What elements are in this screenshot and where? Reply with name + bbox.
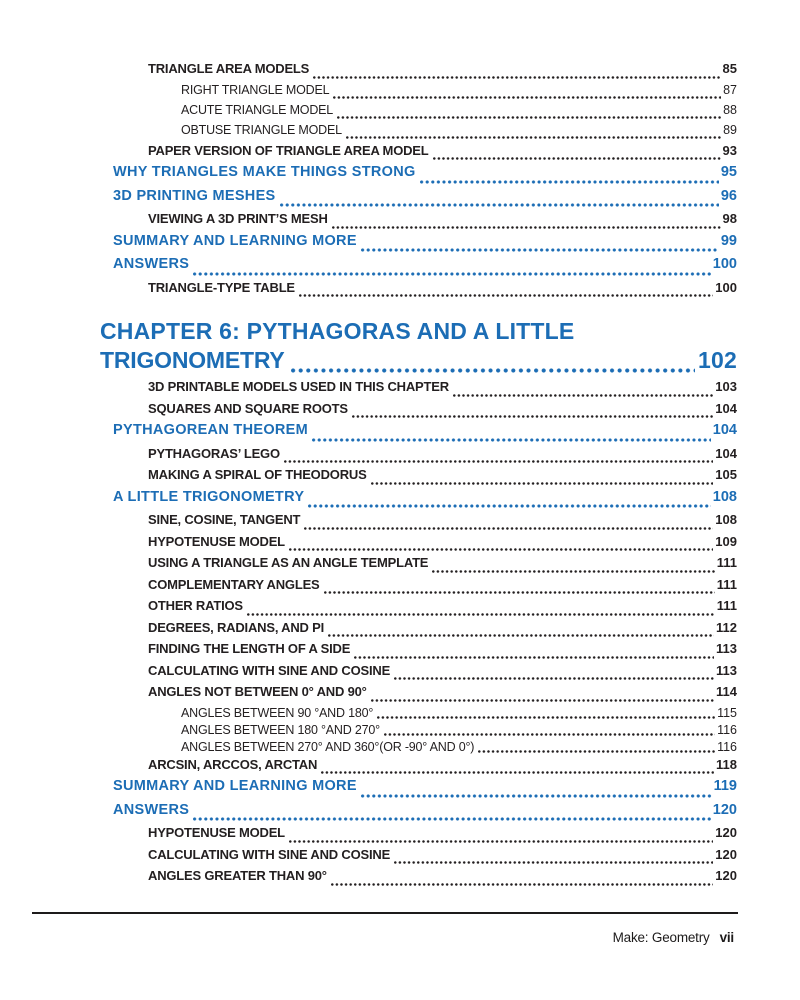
- toc-entry-label: PAPER VERSION OF TRIANGLE AREA MODEL: [148, 142, 429, 158]
- toc-page-number: 104: [712, 422, 737, 438]
- toc-page-number: 120: [712, 801, 737, 818]
- toc-page-number: 111: [716, 598, 737, 613]
- toc-page-number: 111: [716, 576, 737, 592]
- toc-page-number: 113: [716, 662, 737, 678]
- toc-page-number: 103: [715, 379, 737, 394]
- toc-entry: [100, 825, 737, 847]
- dot-leader: [308, 504, 711, 508]
- toc-entry: [100, 188, 737, 212]
- toc-entry: [100, 723, 737, 740]
- toc-page-number: 108: [712, 488, 737, 505]
- toc-page-number: 111: [716, 555, 737, 570]
- toc-entry-label: OTHER RATIOS: [148, 598, 243, 613]
- toc-entry: [100, 663, 737, 685]
- dot-leader: [433, 157, 721, 160]
- dot-leader: [332, 226, 721, 229]
- toc-entry: [100, 847, 737, 869]
- book-title: Make: Geometry: [612, 930, 710, 945]
- toc-entry-label: 3D PRINTABLE MODELS USED IN THIS CHAPTER: [148, 379, 449, 394]
- toc-entry-label: 3D PRINTING MESHES: [113, 187, 276, 204]
- toc-page-number: 119: [713, 778, 737, 794]
- toc-entry-label: OBTUSE TRIANGLE MODEL: [181, 122, 342, 137]
- toc-entry: [100, 401, 737, 423]
- toc-page-number: 88: [723, 102, 737, 117]
- toc-entry-label: ACUTE TRIANGLE MODEL: [181, 102, 334, 117]
- toc-entry-label: PYTHAGOREAN THEOREM: [113, 422, 309, 438]
- dot-leader: [247, 613, 715, 616]
- toc-page-number: 120: [715, 868, 737, 883]
- toc-entry-label: ANGLES BETWEEN 180 °AND 270°: [181, 722, 380, 737]
- dot-leader: [289, 840, 713, 843]
- toc-entry: [100, 379, 737, 401]
- toc-entry-label: ANGLES GREATER THAN 90°: [148, 868, 327, 883]
- table-of-contents: [100, 61, 737, 890]
- dot-leader: [299, 294, 713, 297]
- toc-entry: [100, 143, 737, 165]
- page-footer: [613, 930, 734, 945]
- toc-entry-label: USING A TRIANGLE AS AN ANGLE TEMPLATE: [148, 555, 429, 570]
- dot-leader: [352, 415, 713, 418]
- dot-leader: [284, 460, 713, 463]
- dot-leader: [371, 699, 714, 702]
- toc-page-number: 113: [716, 641, 737, 656]
- toc-page-number: 100: [715, 279, 737, 295]
- toc-page-number: 93: [722, 142, 737, 158]
- toc-page-number: 104: [715, 400, 737, 416]
- chapter-heading: [100, 315, 737, 379]
- dot-leader: [280, 203, 719, 207]
- toc-entry-label: ARCSIN, ARCCOS, ARCTAN: [148, 756, 318, 772]
- toc-entry-label: ANGLES BETWEEN 90 °AND 180°: [181, 705, 374, 720]
- toc-page-number: 95: [720, 164, 737, 180]
- toc-entry: [100, 684, 737, 706]
- toc-page-number: 116: [717, 739, 737, 754]
- toc-entry: [100, 280, 737, 302]
- toc-entry-label: DEGREES, RADIANS, AND PI: [148, 619, 325, 635]
- dot-leader: [328, 634, 714, 637]
- toc-entry: [100, 211, 737, 233]
- toc-entry-label: RIGHT TRIANGLE MODEL: [181, 82, 330, 97]
- dot-leader: [289, 548, 713, 551]
- toc-page-number: 104: [715, 445, 737, 461]
- toc-entry: [100, 103, 737, 123]
- toc-entry-label: ANSWERS: [113, 256, 190, 272]
- toc-page-number: 85: [722, 61, 737, 76]
- toc-entry-label: HYPOTENUSE MODEL: [148, 533, 285, 549]
- dot-leader: [377, 716, 715, 719]
- toc-entry: [100, 740, 737, 757]
- toc-block-chapter6: [100, 379, 737, 890]
- toc-entry: [100, 164, 737, 188]
- dot-leader: [354, 656, 714, 659]
- toc-page-number: 116: [717, 722, 737, 737]
- toc-page-number: 99: [720, 232, 737, 249]
- dot-leader: [453, 394, 713, 397]
- toc-entry: [100, 555, 737, 577]
- toc-entry: [100, 512, 737, 534]
- toc-page-number: 112: [716, 619, 737, 635]
- toc-page-number: 108: [715, 512, 737, 527]
- dot-leader: [333, 96, 721, 99]
- dot-leader: [371, 482, 714, 485]
- toc-entry: [100, 446, 737, 468]
- dot-leader: [291, 368, 695, 373]
- dot-leader: [321, 771, 714, 774]
- toc-entry-label: COMPLEMENTARY ANGLES: [148, 576, 320, 592]
- toc-entry: [100, 61, 737, 83]
- toc-entry: [100, 598, 737, 620]
- toc-page-number: 100: [712, 256, 737, 272]
- dot-leader: [304, 527, 713, 530]
- dot-leader: [478, 750, 715, 753]
- toc-page-number: 98: [722, 211, 737, 226]
- dot-leader: [331, 883, 714, 886]
- folio-page-number: vii: [719, 930, 734, 945]
- toc-entry-label: ANGLES NOT BETWEEN 0° AND 90°: [148, 684, 367, 699]
- toc-page-number: 118: [716, 756, 737, 772]
- toc-entry: [100, 534, 737, 556]
- toc-entry-label: TRIANGLE AREA MODELS: [148, 61, 310, 76]
- toc-entry: [100, 233, 737, 257]
- toc-page-number: 115: [717, 705, 737, 720]
- toc-page-number: 120: [715, 825, 737, 840]
- dot-leader: [361, 794, 712, 798]
- dot-leader: [324, 591, 715, 594]
- toc-entry-label: CALCULATING WITH SINE AND COSINE: [148, 846, 391, 862]
- toc-entry-label: SUMMARY AND LEARNING MORE: [113, 778, 357, 794]
- toc-entry-label: SINE, COSINE, TANGENT: [148, 512, 301, 527]
- toc-entry-label: VIEWING A 3D PRINT’S MESH: [148, 211, 328, 226]
- dot-leader: [420, 180, 719, 184]
- toc-page-number: 114: [716, 684, 737, 699]
- toc-entry-label: SUMMARY AND LEARNING MORE: [113, 232, 357, 249]
- dot-leader: [313, 76, 720, 79]
- toc-page-number: 120: [715, 846, 737, 862]
- toc-entry: [100, 620, 737, 642]
- toc-page-number: 87: [723, 82, 737, 97]
- toc-entry: [100, 256, 737, 280]
- dot-leader: [312, 438, 711, 442]
- toc-entry: [100, 83, 737, 103]
- toc-entry-label: TRIANGLE-TYPE TABLE: [148, 279, 295, 295]
- toc-entry: [100, 641, 737, 663]
- toc-entry: [100, 467, 737, 489]
- dot-leader: [384, 733, 715, 736]
- toc-entry-label: MAKING A SPIRAL OF THEODORUS: [148, 467, 367, 482]
- toc-entry-label: ANGLES BETWEEN 270° AND 360°(OR -90° AND 0°): [181, 739, 475, 754]
- dot-leader: [394, 677, 714, 680]
- toc-entry-label: WHY TRIANGLES MAKE THINGS STRONG: [113, 164, 416, 180]
- toc-page-number: 89: [723, 122, 737, 137]
- toc-entry: [100, 422, 737, 446]
- toc-entry-label: PYTHAGORAS’ LEGO: [148, 445, 280, 461]
- toc-entry: [100, 802, 737, 826]
- dot-leader: [193, 272, 711, 276]
- chapter-title-line2-row: [100, 347, 737, 379]
- toc-page-number: 109: [715, 533, 737, 549]
- toc-entry: [100, 778, 737, 802]
- toc-entry: [100, 757, 737, 779]
- toc-entry-label: ANSWERS: [113, 801, 190, 818]
- footer-rule: [32, 912, 738, 914]
- dot-leader: [361, 248, 719, 252]
- dot-leader: [337, 116, 721, 119]
- dot-leader: [394, 861, 713, 864]
- chapter-title-line1: CHAPTER 6: PYTHAGORAS AND A LITTLE: [100, 318, 575, 344]
- chapter-page-number: 102: [698, 347, 737, 373]
- toc-entry: [100, 123, 737, 143]
- toc-entry: [100, 577, 737, 599]
- toc-entry-label: FINDING THE LENGTH OF A SIDE: [148, 641, 351, 656]
- chapter-title-line2: TRIGONOMETRY: [100, 347, 285, 373]
- toc-block-top: [100, 61, 737, 301]
- toc-page-number: 96: [720, 187, 737, 204]
- toc-entry-label: SQUARES AND SQUARE ROOTS: [148, 400, 348, 416]
- dot-leader: [346, 136, 721, 139]
- toc-entry: [100, 706, 737, 723]
- toc-entry-label: HYPOTENUSE MODEL: [148, 825, 285, 840]
- toc-entry: [100, 868, 737, 890]
- dot-leader: [193, 817, 711, 821]
- toc-entry-label: A LITTLE TRIGONOMETRY: [113, 488, 305, 505]
- toc-page-number: 105: [715, 467, 737, 482]
- dot-leader: [432, 570, 714, 573]
- toc-entry-label: CALCULATING WITH SINE AND COSINE: [148, 662, 391, 678]
- toc-entry: [100, 489, 737, 513]
